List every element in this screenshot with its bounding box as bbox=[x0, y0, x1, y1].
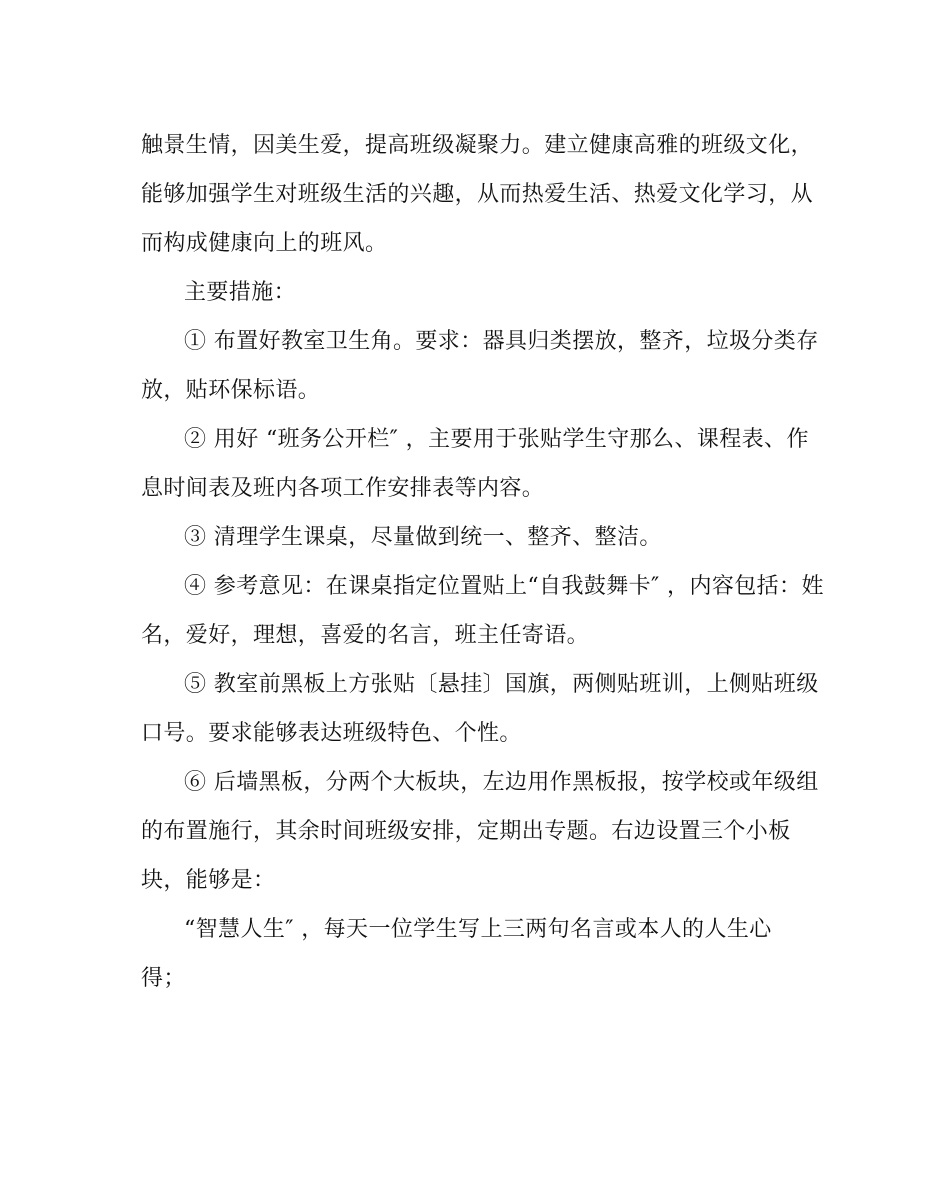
list-item-2: ② 用好 “班务公开栏″ ，主要用于张贴学生守那么、课程表、作 bbox=[184, 427, 809, 452]
text-line: 能够加强学生对班级生活的兴趣，从而热爱生活、热爱文化学习，从 bbox=[141, 182, 814, 207]
list-item-5: ⑤ 教室前黑板上方张贴〔悬挂〕国旗，两侧贴班训，上侧贴班级 bbox=[184, 672, 819, 697]
list-item-4: ④ 参考意见：在课桌指定位置贴上“自我鼓舞卡″ ，内容包括：姓 bbox=[184, 574, 824, 599]
text-line: 名，爱好，理想，喜爱的名言，班主任寄语。 bbox=[141, 623, 590, 648]
text-line: 口号。要求能够表达班级特色、个性。 bbox=[141, 721, 522, 746]
list-item-1: ① 布置好教室卫生角。要求：器具归类摆放，整齐，垃圾分类存 bbox=[184, 329, 819, 354]
text-line: 息时间表及班内各项工作安排表等内容。 bbox=[141, 476, 545, 501]
list-item-3: ③ 清理学生课桌，尽量做到统一、整齐、整洁。 bbox=[184, 525, 662, 550]
text-line: 得； bbox=[141, 966, 186, 991]
list-item-6: ⑥ 后墙黑板，分两个大板块，左边用作黑板报，按学校或年级组 bbox=[184, 770, 819, 795]
section-heading: 主要措施： bbox=[184, 280, 297, 305]
text-line: 触景生情，因美生爱，提高班级凝聚力。建立健康高雅的班级文化， bbox=[141, 133, 814, 158]
text-line: 的布置施行，其余时间班级安排，定期出专题。右边设置三个小板 bbox=[141, 819, 791, 844]
sub-item-wisdom: “智慧人生″ ，每天一位学生写上三两句名言或本人的人生心 bbox=[184, 917, 772, 942]
text-line: 而构成健康向上的班风。 bbox=[141, 231, 388, 256]
text-line: 放，贴环保标语。 bbox=[141, 378, 321, 403]
text-line: 块，能够是： bbox=[141, 868, 276, 893]
